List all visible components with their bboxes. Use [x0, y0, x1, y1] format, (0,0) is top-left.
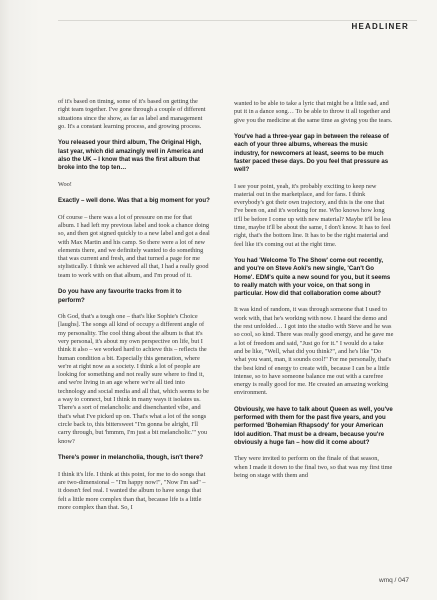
page-number: wmq / 047	[379, 577, 409, 584]
interview-answer: They were invited to perform on the finale of that season, when I made it down to the final two, so that was my first time being on stage with them and	[234, 455, 393, 479]
interview-answer: wanted to be able to take a lyric that might be a little sad, and put it in a dance song… To be able to throw it all together and give you the medicine at the same time as giving you the tears.	[234, 100, 393, 124]
left-column	[58, 98, 210, 520]
interview-question: You've had a three-year gap in between the release of each of your three albums, whereas the music industry, for newcomers at least, seems to be much faster paced these days. Do you feel that pressure as well?	[234, 133, 389, 173]
interview-answer: Woo!	[58, 180, 72, 188]
interview-question: Do you have any favourite tracks from it to perform?	[58, 288, 182, 304]
interview-question: You released your third album, The Original High, last year, which did amazingly well in America and also the UK – I know that was the first album that broke into the top ten…	[58, 139, 204, 172]
interview-question: Obviously, we have to talk about Queen as well, you've performed with them for the past five years, and you performed 'Bohemian Rhapsody' for your American Idol audition. That must be a dream, because you're obviously a huge fan – how did it come about?	[234, 406, 393, 446]
right-column	[234, 100, 394, 489]
interview-answer: It was kind of random, it was through someone that I used to work with, that he's working with now. I heard the demo and the rest unfolded… I got into the studio with Steve and he was so cool, so kind. There was really good energy, and he gave me a lot of freedom and said, "Just go for it." I would do a take and be like, "Well, what did you think?", and he's like "Do what you want, man, it sounds cool!" For me personally, that's the best kind of energy to create with, because I can be a little intense, so to have someone balance me out with a carefree energy is really good for me. He created an amazing working environment.	[234, 306, 394, 397]
section-header: HEADLINER	[351, 22, 409, 31]
interview-question: You had 'Welcome To The Show' come out recently, and you're on Steve Aoki's new single, 'Can't Go Home'. EDM's quite a new sound for you, but it seems to really match with your voice, on that song in particular. How did that collaboration come about?	[234, 257, 391, 297]
interview-answer: I see your point, yeah, it's probably exciting to keep new material out in the marketplace, and for fans. I think everybody's got their own trajectory, and this is the one that I've been on, and it's working for me. Who knows how long it'll be before I come up with new material? Maybe it'll be less time, maybe it'll be about the same, I don't know. It has to feel right, that's the bottom line. It has to be the right material and feel like it's coming out at the right time.	[234, 182, 392, 248]
interview-answer: Oh God, that's a tough one – that's like Sophie's Choice [laughs]. The songs all kind of occupy a different angle of my personality. The cool thing about the album is that it's very personal, it's about my own perspective on life, but I think it also – we worked hard to achieve this – reflects the human condition a bit. Especially this generation, where we're at right now as a society. I think a lot of people are looking for something and not really sure where to find it, and we're living in an age where we're all tied into technology and social media and all that, which seems to be a way to connect, but I think in many ways it isolates us. There's a sort of melancholic and disenchanted vibe, and that's what I've picked up on. That's what a lot of the songs circle back to, this bittersweet "I'm gonna be alright, I'll carry through, but 'hmmm, I'm just a bit melancholic.'" you know?	[58, 313, 209, 445]
interview-answer: of it's based on timing, some of it's based on getting the right team together. I've gone through a couple of different situations since the show, as far as label and management go. It's a constant learning process, and growing process.	[58, 98, 206, 130]
interview-question: There's power in melancholia, though, isn't there?	[58, 454, 204, 462]
interview-answer: I think it's life. I think at this point, for me to do songs that are two-dimensional – "I'm happy now!", "Now I'm sad" – it doesn't feel real. I wanted the album to have songs that felt a little more complex than that, because life is a little more complex than that. So, I	[58, 470, 206, 511]
interview-answer: Of course – there was a lot of pressure on me for that album. I had left my previous label and took a chance doing so, and then got signed quickly to a new label and got a deal with Max Martin and his camp. So there were a lot of new elements there, and we definitely wanted to do something that was current and fresh, and that turned a page for me stylistically. I think we achieved all that, I had a really good team to work with on that album, and I'm proud of it.	[58, 213, 210, 279]
interview-question: Exactly – well done. Was that a big moment for you?	[58, 197, 210, 205]
